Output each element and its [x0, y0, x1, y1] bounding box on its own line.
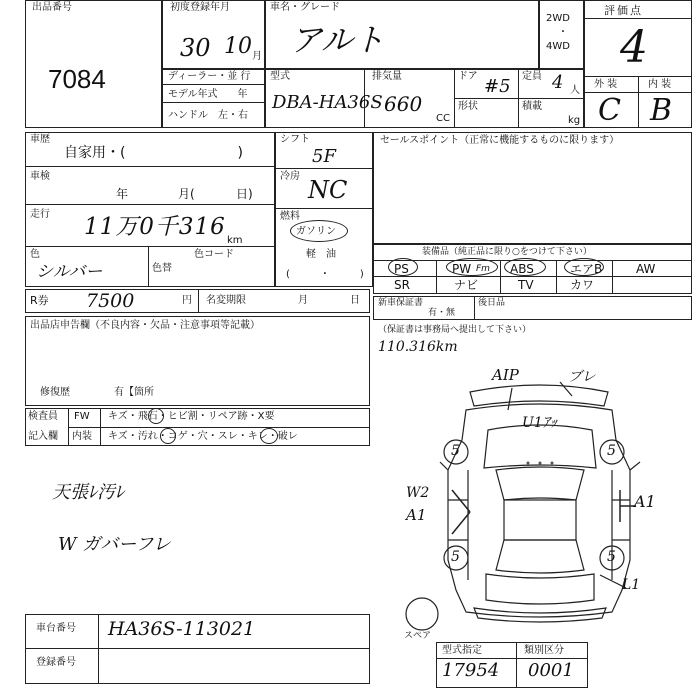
- displacement-label: 排気量: [372, 71, 402, 82]
- car-name-value: アルト: [290, 21, 385, 59]
- score-label: 評価点: [604, 4, 643, 17]
- shape-label: 形状: [458, 101, 478, 112]
- equip-navi: ナビ: [454, 278, 479, 292]
- rken-month: 月: [298, 295, 308, 306]
- type-spec-label: 型式指定: [442, 645, 482, 656]
- inspector-fw-label: FW: [74, 411, 90, 422]
- inspector-int-items: キズ・汚れ・コゲ・穴・スレ・キレ・破レ: [108, 431, 298, 442]
- inspector-label2: 記入欄: [28, 431, 58, 442]
- warranty-mileage-note: 110.316km: [378, 339, 458, 355]
- first-reg-month-unit: 月: [252, 51, 262, 62]
- note-line-2: W ガバーフレ: [58, 534, 171, 555]
- rken-value: 7500: [86, 290, 135, 312]
- equip-ps: PS: [394, 262, 409, 276]
- ac-label: 冷房: [280, 171, 300, 182]
- color-value: シルバー: [36, 262, 103, 282]
- shaken-label: 車検: [30, 171, 50, 182]
- fuel-paren: ( ・ ): [286, 269, 364, 280]
- score-ext-label: 外 装: [594, 79, 618, 90]
- load-unit: kg: [568, 115, 581, 126]
- door-label: ドア: [458, 71, 478, 82]
- class-code-label: 類別区分: [524, 645, 564, 656]
- score-value: 4: [620, 22, 648, 73]
- shaken-day: 日): [236, 187, 253, 201]
- diagram-aip: AIP: [492, 366, 519, 384]
- capacity-unit: 人: [570, 85, 580, 96]
- color-change-label: 色替: [152, 263, 172, 274]
- diagram-u1: U1ｱｯ: [522, 415, 557, 431]
- score-int-label: 内 装: [648, 79, 672, 90]
- warranty-book-label: 後日品: [478, 298, 506, 308]
- score-ext: C: [598, 93, 621, 128]
- equip-sr: SR: [394, 278, 410, 292]
- diagram-a1-left: A1: [406, 506, 427, 524]
- reg-no-label: 登録番号: [36, 657, 76, 668]
- equip-abs: ABS: [510, 262, 534, 276]
- color-label: 色: [30, 249, 40, 260]
- fuel-gas: ガソリン: [296, 226, 336, 237]
- inspector-int-label: 内装: [72, 431, 92, 442]
- equip-pw: PW: [452, 262, 472, 276]
- type-value: DBA-HA36S: [272, 92, 383, 113]
- equipment-title: 装備品（純正品に限り○をつけて下さい）: [422, 247, 592, 257]
- type-spec-value: 17954: [442, 660, 500, 681]
- drive-sep: ・: [558, 27, 568, 38]
- fuel-label: 燃料: [280, 211, 300, 222]
- mileage-value: 11万0千316: [84, 214, 226, 240]
- displacement-value: 660: [384, 92, 423, 116]
- tire-front-left: 5: [451, 443, 460, 459]
- repair-label: 修復歴: [40, 387, 70, 398]
- dealer-label: ディーラー・並 行: [168, 71, 251, 82]
- equip-tv: TV: [518, 278, 534, 292]
- chassis-label: 車台番号: [36, 623, 76, 634]
- warranty-options: 有・無: [428, 308, 456, 318]
- inspector-label1: 検査員: [28, 411, 58, 422]
- shaken-month: 月(: [178, 187, 195, 201]
- door-value: #5: [484, 76, 511, 97]
- repair-value: 有【箇所: [114, 387, 154, 398]
- class-code-value: 0001: [528, 660, 574, 681]
- inspector-fw-items: キズ・飛石・ヒビ割・リペア跡・X要: [108, 411, 275, 422]
- remarks-label: 出品店申告欄（不良内容・欠品・注意事項等記載）: [30, 320, 260, 331]
- color-code-label: 色コード: [194, 249, 234, 260]
- first-reg-year: 30: [180, 34, 211, 62]
- equip-aw: AW: [636, 262, 656, 276]
- shift-value: 5F: [312, 146, 336, 167]
- diagram-a1-right: A1: [634, 492, 656, 511]
- shaken-year: 年: [116, 187, 129, 201]
- displacement-unit: CC: [436, 113, 450, 124]
- model-year-label: モデル年式 年: [168, 89, 248, 100]
- diagram-w2: W2: [406, 485, 430, 501]
- mileage-unit: km: [227, 235, 243, 246]
- equip-pw-note: Fm: [476, 264, 490, 274]
- history-label: 車歴: [30, 134, 50, 145]
- first-reg-label: 初度登録年月: [170, 2, 230, 13]
- rken-day: 日: [350, 295, 360, 306]
- note-line-1: 天張ﾚ汚ﾚ: [52, 482, 124, 503]
- score-int: B: [650, 93, 673, 128]
- handle-label: ハンドル 左・右: [168, 110, 248, 121]
- capacity-label: 定員: [522, 71, 542, 82]
- warranty-label: 新車保証書: [378, 298, 424, 308]
- equip-airbag: エアB: [570, 262, 603, 276]
- shift-label: シフト: [280, 134, 310, 145]
- tire-rear-right: 5: [607, 549, 616, 565]
- lot-number: 7084: [48, 64, 106, 94]
- diagram-l1: L1: [622, 577, 641, 593]
- mileage-label: 走行: [30, 209, 50, 220]
- type-label: 型式: [270, 71, 290, 82]
- tire-front-right: 5: [607, 443, 616, 459]
- warranty-note: （保証書は事務局へ提出して下さい）: [378, 325, 532, 335]
- rken-unit: 円: [182, 295, 192, 306]
- first-reg-month: 10: [224, 34, 252, 59]
- lot-label: 出品番号: [32, 2, 72, 13]
- rken-deadline: 名変期限: [206, 295, 246, 306]
- equip-leather: カワ: [570, 278, 595, 292]
- drive-4wd: 4WD: [546, 41, 570, 52]
- car-name-label: 車名・グレード: [270, 2, 340, 13]
- rken-label: R券: [30, 294, 49, 307]
- diagram-bure: ブレ: [568, 369, 596, 385]
- fuel-diesel: 軽 油: [306, 249, 336, 260]
- tire-rear-left: 5: [451, 549, 460, 565]
- capacity-value: 4: [552, 72, 564, 93]
- load-label: 積載: [522, 101, 542, 112]
- sales-point-label: セールスポイント（正常に機能するものに限ります）: [380, 135, 620, 146]
- drive-2wd: 2WD: [546, 13, 570, 24]
- chassis-value: HA36S-113021: [108, 618, 256, 640]
- history-value: 自家用・( ): [64, 145, 243, 161]
- spare-label: スペア: [404, 631, 432, 641]
- ac-value: NC: [308, 176, 348, 204]
